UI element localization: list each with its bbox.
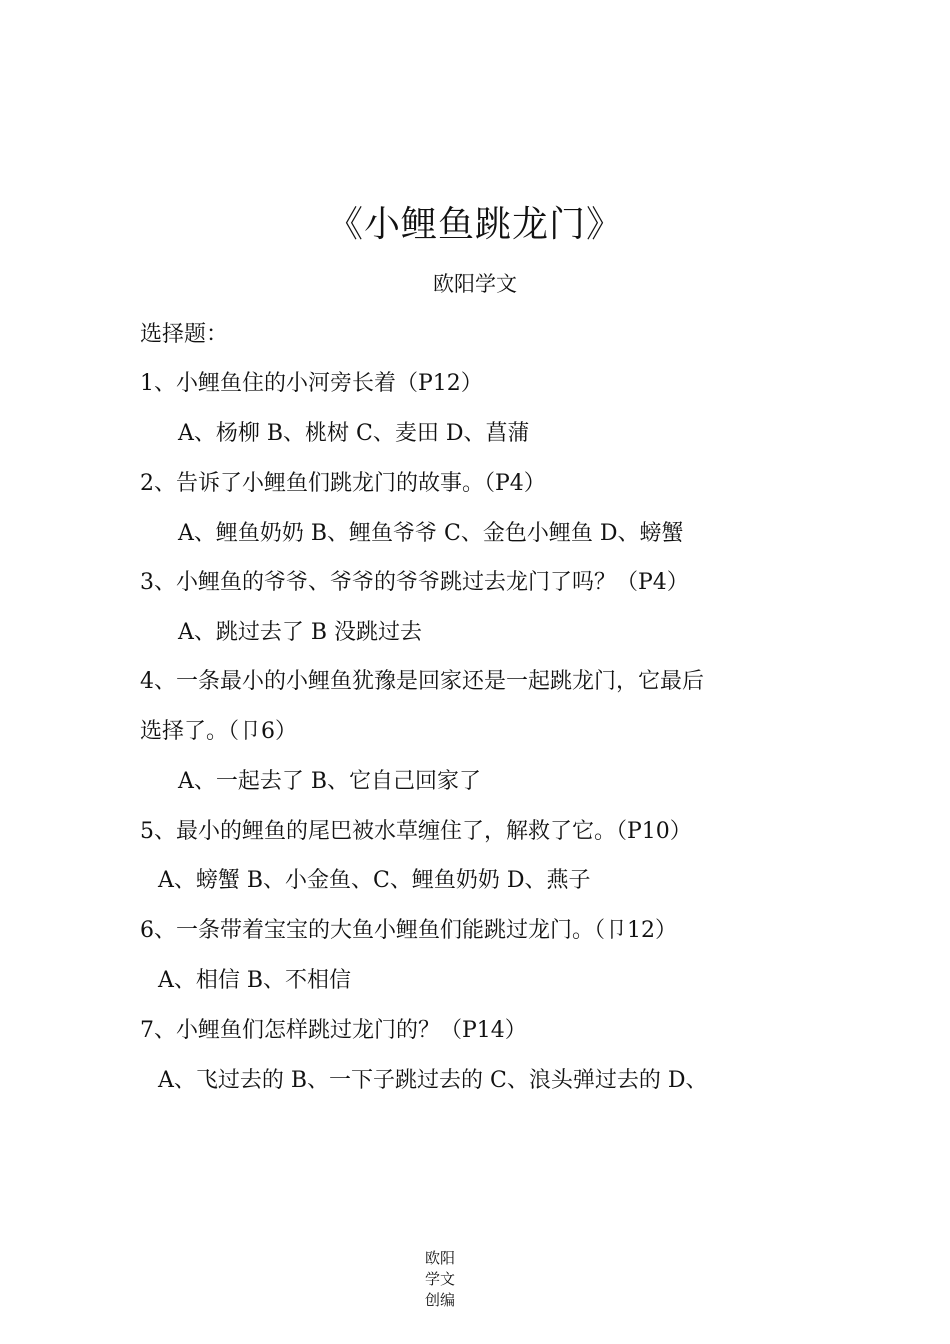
question-4-options: A、一起去了 B、它自己回家了 <box>178 769 482 794</box>
question-1-stem: 1、小鲤鱼住的小河旁长着（P12） <box>140 371 483 396</box>
question-4-stem: 4、一条最小的小鲤鱼犹豫是回家还是一起跳龙门，它最后 <box>140 669 704 694</box>
question-7-options: A、飞过去的 B、一下子跳过去的 C、浪头弹过去的 D、 <box>158 1068 708 1093</box>
section-label: 选择题： <box>140 322 229 347</box>
question-6-stem: 6、一条带着宝宝的大鱼小鲤鱼们能跳过龙门。（卩12） <box>140 918 677 943</box>
footer-line-3: 创编 <box>424 1291 455 1309</box>
footer-line-1: 欧阳 <box>424 1249 455 1267</box>
question-6-options: A、相信 B、不相信 <box>158 968 352 993</box>
question-2-stem: 2、告诉了小鲤鱼们跳龙门的故事。（P4） <box>140 471 546 496</box>
footer-credit <box>400 1248 480 1311</box>
question-3-options: A、跳过去了 B 没跳过去 <box>178 620 423 645</box>
question-7-stem: 7、小鲤鱼们怎样跳过龙门的？（P14） <box>140 1018 527 1043</box>
footer-line-2: 学文 <box>424 1270 455 1288</box>
question-3-stem: 3、小鲤鱼的爷爷、爷爷的爷爷跳过去龙门了吗？（P4） <box>140 570 689 595</box>
question-5-stem: 5、最小的鲤鱼的尾巴被水草缠住了，解救了它。（P10） <box>140 819 692 844</box>
question-4-stem-continued: 选择了。（卩6） <box>140 719 297 744</box>
question-5-options: A、螃蟹 B、小金鱼、C、鲤鱼奶奶 D、燕子 <box>158 868 591 893</box>
document-author: 欧阳学文 <box>433 272 517 296</box>
question-2-options: A、鲤鱼奶奶 B、鲤鱼爷爷 C、金色小鲤鱼 D、螃蟹 <box>178 521 684 546</box>
document-title: 《小鲤鱼跳龙门》 <box>326 204 623 245</box>
question-1-options: A、杨柳 B、桃树 C、麦田 D、菖蒲 <box>178 421 530 446</box>
